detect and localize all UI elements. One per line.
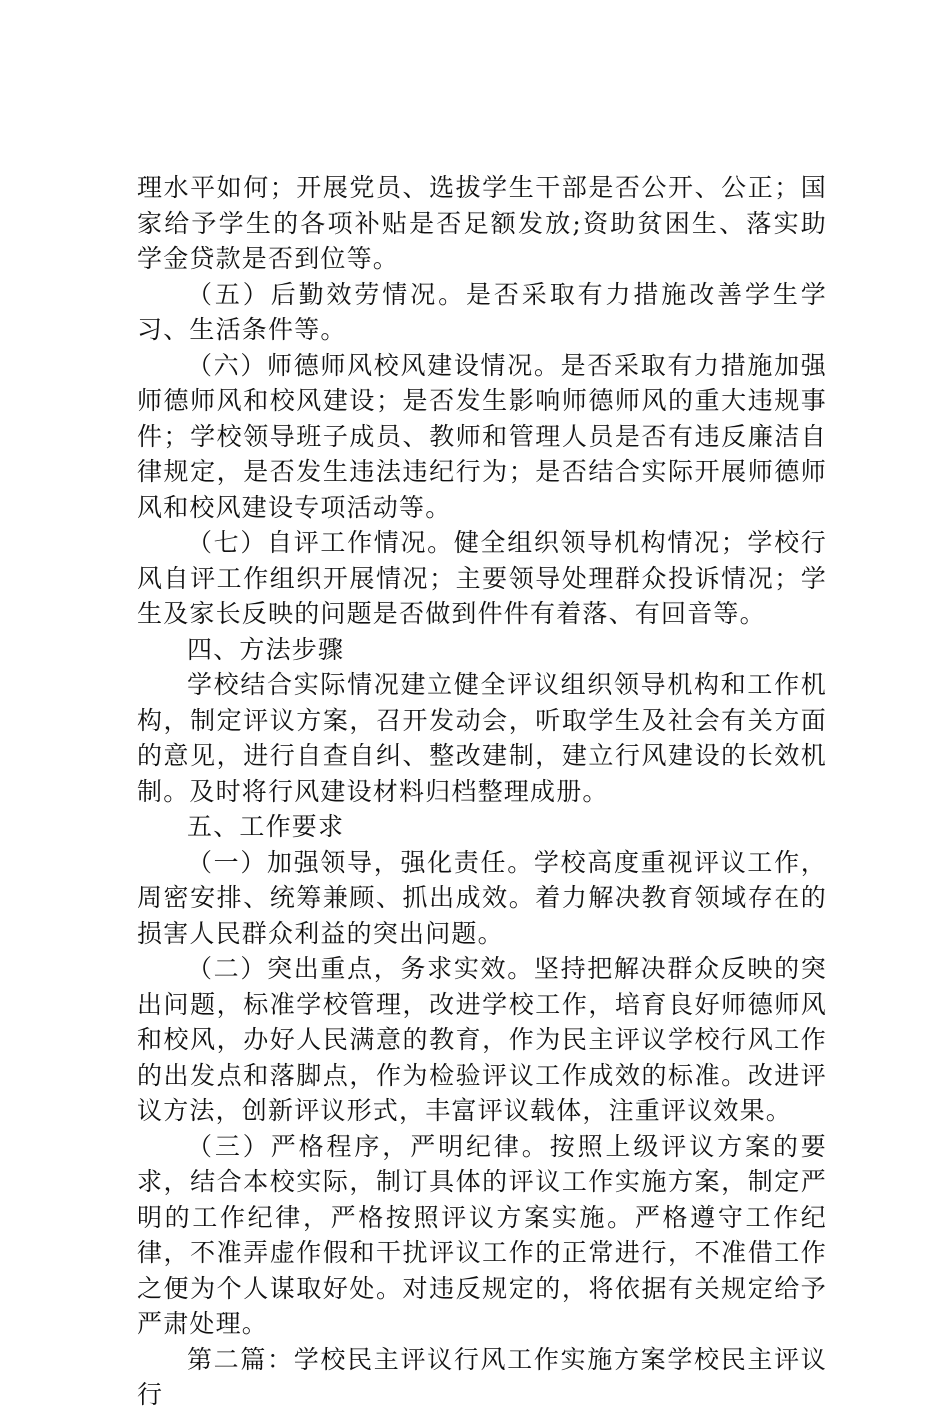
paragraph-1: 理水平如何；开展党员、选拔学生干部是否公开、公正；国家给予学生的各项补贴是否足额发放;资助贫困生、落实助学金贷款是否到位等。 xyxy=(137,173,827,273)
paragraph-9: （二）突出重点，务求实效。坚持把解决群众反映的突出问题，标准学校管理，改进学校工作，培育良好师德师风和校风，办好人民满意的教育，作为民主评议学校行风工作的出发点和落脚点，作为检验评议工作成效的标准。改进评议方法，创新评议形式，丰富评议载体，注重评议效果。 xyxy=(137,954,827,1125)
paragraph-3: （六）师德师风校风建设情况。是否采取有力措施加强师德师风和校风建设；是否发生影响师德师风的重大违规事件；学校领导班子成员、教师和管理人员是否有违反廉洁自律规定，是否发生违法违纪行为；是否结合实际开展师德师风和校风建设专项活动等。 xyxy=(137,350,827,522)
paragraph-4: （七）自评工作情况。健全组织领导机构情况；学校行风自评工作组织开展情况；主要领导处理群众投诉情况；学生及家长反映的问题是否做到件件有着落、有回音等。 xyxy=(137,528,827,628)
section-heading-requirements: 五、工作要求 xyxy=(187,812,345,841)
paragraph-11: 第二篇：学校民主评议行风工作实施方案学校民主评议行 xyxy=(137,1344,827,1409)
paragraph-6: 学校结合实际情况建立健全评议组织领导机构和工作机构，制定评议方案，召开发动会，听取学生及社会有关方面的意见，进行自查自纠、整改建制，建立行风建设的长效机制。及时将行风建设材料归档整理成册。 xyxy=(137,670,827,806)
document-body xyxy=(137,170,827,1413)
section-heading-methods: 四、方法步骤 xyxy=(187,634,345,664)
paragraph-2: （五）后勤效劳情况。是否采取有力措施改善学生学习、生活条件等。 xyxy=(137,279,827,344)
paragraph-10: （三）严格程序，严明纪律。按照上级评议方案的要求，结合本校实际，制订具体的评议工作实施方案，制定严明的工作纪律，严格按照评议方案实施。严格遵守工作纪律，不准弄虚作假和干扰评议工作的正常进行，不准借工作之便为个人谋取好处。对违反规定的，将依据有关规定给予严肃处理。 xyxy=(137,1131,827,1338)
paragraph-8: （一）加强领导，强化责任。学校高度重视评议工作，周密安排、统筹兼顾、抓出成效。着力解决教育领域存在的损害人民群众利益的突出问题。 xyxy=(137,847,827,948)
